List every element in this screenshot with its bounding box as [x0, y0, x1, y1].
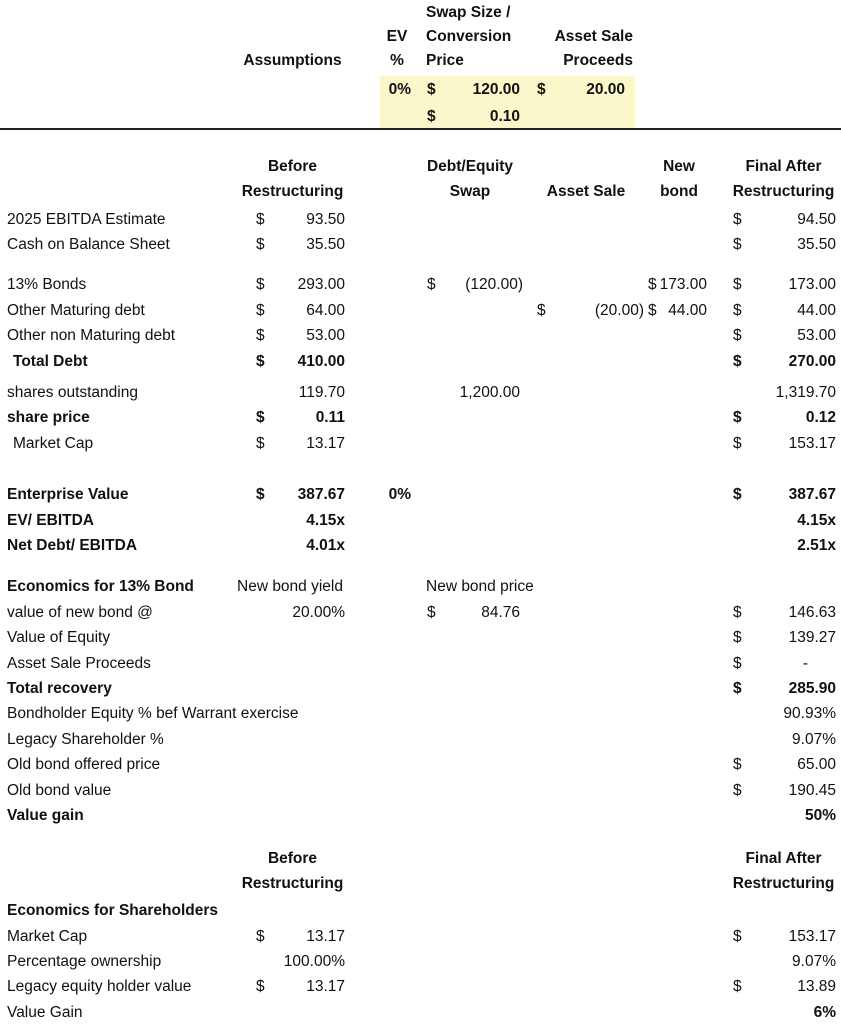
asset-proceeds-input[interactable]	[526, 76, 646, 103]
currency-symbol: $	[427, 603, 436, 621]
row-label: value of new bond @	[7, 603, 153, 621]
row-label: 2025 EBITDA Estimate	[7, 210, 166, 228]
col-new-bond: New bond	[660, 158, 698, 200]
row-percentage-ownership	[0, 949, 841, 974]
asset-proceeds-value: 20.00	[586, 80, 625, 98]
col-debt-equity-swap: Debt/Equity Swap	[426, 158, 514, 200]
row-economics-bond-header	[0, 575, 841, 600]
cell-netdebt-before: 4.01x	[306, 536, 345, 554]
cell-evebitda-final: 4.15x	[797, 511, 836, 529]
currency-symbol: $	[733, 603, 742, 621]
cell-othermat-newbond: $ 44.00	[648, 301, 707, 319]
currency-symbol: $	[733, 409, 742, 427]
row-value-new-bond	[0, 600, 841, 625]
cell-totaldebt-final: $ 270.00	[733, 352, 836, 370]
col-before-restructuring: Before Restructuring	[241, 158, 344, 200]
currency-symbol: $	[256, 276, 265, 294]
currency-symbol: $	[427, 80, 436, 98]
row-net-debt-ebitda	[0, 533, 841, 558]
cell-cash-before: $ 35.50	[256, 236, 345, 254]
currency-symbol: $	[733, 352, 742, 370]
cell-othernonmat-final: $ 53.00	[733, 327, 836, 345]
cell-shmarketcap-before: $ 13.17	[256, 927, 345, 945]
currency-symbol: $	[427, 107, 436, 125]
row-value-of-equity	[0, 625, 841, 650]
row-label: Other non Maturing debt	[7, 327, 176, 345]
conversion-price-row	[0, 103, 841, 130]
row-label: Percentage ownership	[7, 953, 162, 971]
row-sh-market-cap	[0, 924, 841, 949]
row-label: Other Maturing debt	[7, 301, 145, 319]
cell-ev-pct: 0%	[388, 486, 411, 504]
row-label: Legacy Shareholder %	[7, 730, 164, 748]
currency-symbol: $	[733, 978, 742, 996]
currency-symbol: $	[733, 276, 742, 294]
ev-pct-header: EV %	[386, 28, 408, 69]
cell-shareprice-before: $ 0.11	[256, 409, 345, 427]
currency-symbol: $	[733, 654, 742, 672]
row-label: Value gain	[7, 806, 84, 824]
cell-cash-final: $ 35.50	[733, 236, 836, 254]
assumptions-title: Assumptions	[243, 52, 342, 69]
currency-symbol: $	[733, 756, 742, 774]
new-bond-yield-label: New bond yield	[237, 578, 343, 596]
row-label: Enterprise Value	[7, 486, 129, 504]
section-title: Economics for 13% Bond	[7, 578, 194, 596]
currency-symbol: $	[256, 978, 265, 996]
swap-size-header: Swap Size / Conversion Price	[426, 4, 512, 69]
currency-symbol: $	[648, 276, 657, 294]
row-legacy-equity-holder-value	[0, 975, 841, 1000]
row-other-non-maturing	[0, 324, 841, 349]
row-share-price	[0, 406, 841, 431]
currency-symbol: $	[733, 927, 742, 945]
cell-othermat-assetsale: $ (20.00)	[537, 301, 644, 319]
conversion-price-input[interactable]	[414, 103, 526, 130]
cell-bonds-swap: $ (120.00)	[427, 276, 523, 294]
cell-assetproceeds-final: $ -	[733, 654, 808, 672]
currency-symbol: $	[537, 301, 546, 319]
row-13pct-bonds	[0, 273, 841, 298]
cell-valuegain2-final: 6%	[813, 1003, 836, 1021]
currency-symbol: $	[733, 434, 742, 452]
currency-symbol: $	[256, 236, 265, 254]
assumptions-header-row	[0, 0, 841, 76]
cell-ev-before: $ 387.67	[256, 486, 345, 504]
asset-sale-proceeds-header: Asset Sale Proceeds	[554, 28, 633, 69]
row-label: Old bond value	[7, 781, 112, 799]
cell-valuegain-final: 50%	[804, 806, 836, 824]
cell-bonds-final: $ 173.00	[733, 276, 836, 294]
cell-marketcap-before: $ 13.17	[256, 434, 345, 452]
cell-shares-final: 1,319.70	[775, 384, 836, 402]
currency-symbol: $	[733, 327, 742, 345]
row-label: share price	[7, 409, 90, 427]
row-label: Cash on Balance Sheet	[7, 236, 170, 254]
cell-shmarketcap-final: $ 153.17	[733, 927, 836, 945]
currency-symbol: $	[733, 629, 742, 647]
row-label: 13% Bonds	[7, 276, 87, 294]
currency-symbol: $	[256, 927, 265, 945]
currency-symbol: $	[256, 301, 265, 319]
cell-othermat-final: $ 44.00	[733, 301, 836, 319]
cell-ebitda-before: $ 93.50	[256, 210, 345, 228]
cell-netdebt-final: 2.51x	[797, 536, 836, 554]
row-label: Asset Sale Proceeds	[7, 654, 151, 672]
row-market-cap	[0, 431, 841, 456]
row-label: Value of Equity	[7, 629, 111, 647]
cell-pctown-final: 9.07%	[792, 953, 836, 971]
cell-newbond-final: $ 146.63	[733, 603, 836, 621]
currency-symbol: $	[733, 679, 742, 697]
row-label: Market Cap	[13, 434, 94, 452]
row-label: Old bond offered price	[7, 756, 161, 774]
currency-symbol: $	[733, 486, 742, 504]
cell-valueequity-final: $ 139.27	[733, 629, 836, 647]
cell-shares-before: 119.70	[298, 384, 345, 402]
row-total-recovery	[0, 676, 841, 701]
shareholder-column-headers-row	[0, 846, 841, 899]
col-final-after-restructuring: Final After Restructuring	[732, 158, 835, 200]
currency-symbol: $	[427, 276, 436, 294]
cell-shareprice-final: $ 0.12	[733, 409, 836, 427]
cell-totalrecovery-final: $ 285.90	[733, 679, 836, 697]
column-headers-row	[0, 154, 841, 207]
row-other-maturing	[0, 298, 841, 323]
row-shares-outstanding	[0, 380, 841, 405]
cell-legacyval-final: $ 13.89	[733, 978, 836, 996]
cell-bondholderpct-final: 90.93%	[783, 705, 836, 723]
row-legacy-shareholder-pct	[0, 727, 841, 752]
col-asset-sale: Asset Sale	[546, 183, 626, 200]
cell-oldbondvalue-final: $ 190.45	[733, 781, 836, 799]
currency-symbol: $	[733, 210, 742, 228]
col-final-after-restructuring-2: Final After Restructuring	[732, 849, 835, 892]
row-label: Net Debt/ EBITDA	[7, 536, 138, 554]
row-ebitda	[0, 207, 841, 232]
currency-symbol: $	[256, 409, 265, 427]
cell-ebitda-final: $ 94.50	[733, 210, 836, 228]
col-before-restructuring-2: Before Restructuring	[241, 849, 344, 892]
assumptions-values-row	[0, 76, 841, 103]
currency-symbol: $	[256, 210, 265, 228]
currency-symbol: $	[256, 327, 265, 345]
currency-symbol: $	[733, 236, 742, 254]
row-enterprise-value	[0, 483, 841, 508]
cell-newbond-price: $ 84.76	[427, 603, 520, 621]
row-asset-sale-proceeds	[0, 651, 841, 676]
row-label: Value Gain	[7, 1003, 83, 1021]
cell-bonds-newbond: $ 173.00	[648, 276, 707, 294]
row-label: Total recovery	[7, 679, 112, 697]
cell-marketcap-final: $ 153.17	[733, 434, 836, 452]
cell-ev-final: $ 387.67	[733, 486, 836, 504]
row-label: Legacy equity holder value	[7, 978, 192, 996]
row-label: shares outstanding	[7, 384, 138, 402]
cell-oldbondprice-final: $ 65.00	[733, 756, 836, 774]
cell-pctown-before: 100.00%	[283, 953, 345, 971]
currency-symbol: $	[648, 301, 657, 319]
ev-pct-input[interactable]: 0%	[388, 80, 411, 98]
currency-symbol: $	[256, 486, 265, 504]
row-ev-ebitda	[0, 508, 841, 533]
cell-evebitda-before: 4.15x	[306, 511, 345, 529]
currency-symbol: $	[256, 434, 265, 452]
row-label: Market Cap	[7, 927, 88, 945]
currency-symbol: $	[537, 80, 546, 98]
cell-bonds-before: $ 293.00	[256, 276, 345, 294]
row-label: Total Debt	[13, 352, 88, 370]
currency-symbol: $	[733, 781, 742, 799]
cell-newbond-yield: 20.00%	[292, 603, 345, 621]
cell-othermat-before: $ 64.00	[256, 301, 345, 319]
cell-totaldebt-before: $ 410.00	[256, 352, 345, 370]
swap-size-value: 120.00	[472, 80, 520, 98]
cell-legacypct-final: 9.07%	[792, 730, 836, 748]
section-title: Economics for Shareholders	[7, 902, 219, 920]
new-bond-price-label: New bond price	[426, 578, 534, 596]
row-value-gain	[0, 803, 841, 828]
cell-shares-swap: 1,200.00	[459, 384, 520, 402]
row-bondholder-equity-pct	[0, 702, 841, 727]
cell-othernonmat-before: $ 53.00	[256, 327, 345, 345]
row-value-gain-shareholders	[0, 1000, 841, 1024]
row-economics-shareholders-header	[0, 899, 841, 924]
row-old-bond-offered-price	[0, 752, 841, 777]
conversion-price-value: 0.10	[489, 107, 520, 125]
cell-legacyval-before: $ 13.17	[256, 978, 345, 996]
swap-size-input[interactable]	[414, 76, 526, 103]
currency-symbol: $	[256, 352, 265, 370]
row-label: EV/ EBITDA	[7, 511, 94, 529]
row-old-bond-value	[0, 778, 841, 803]
currency-symbol: $	[733, 301, 742, 319]
row-total-debt	[0, 349, 841, 374]
row-cash	[0, 232, 841, 257]
row-label: Bondholder Equity % bef Warrant exercise	[7, 705, 299, 723]
